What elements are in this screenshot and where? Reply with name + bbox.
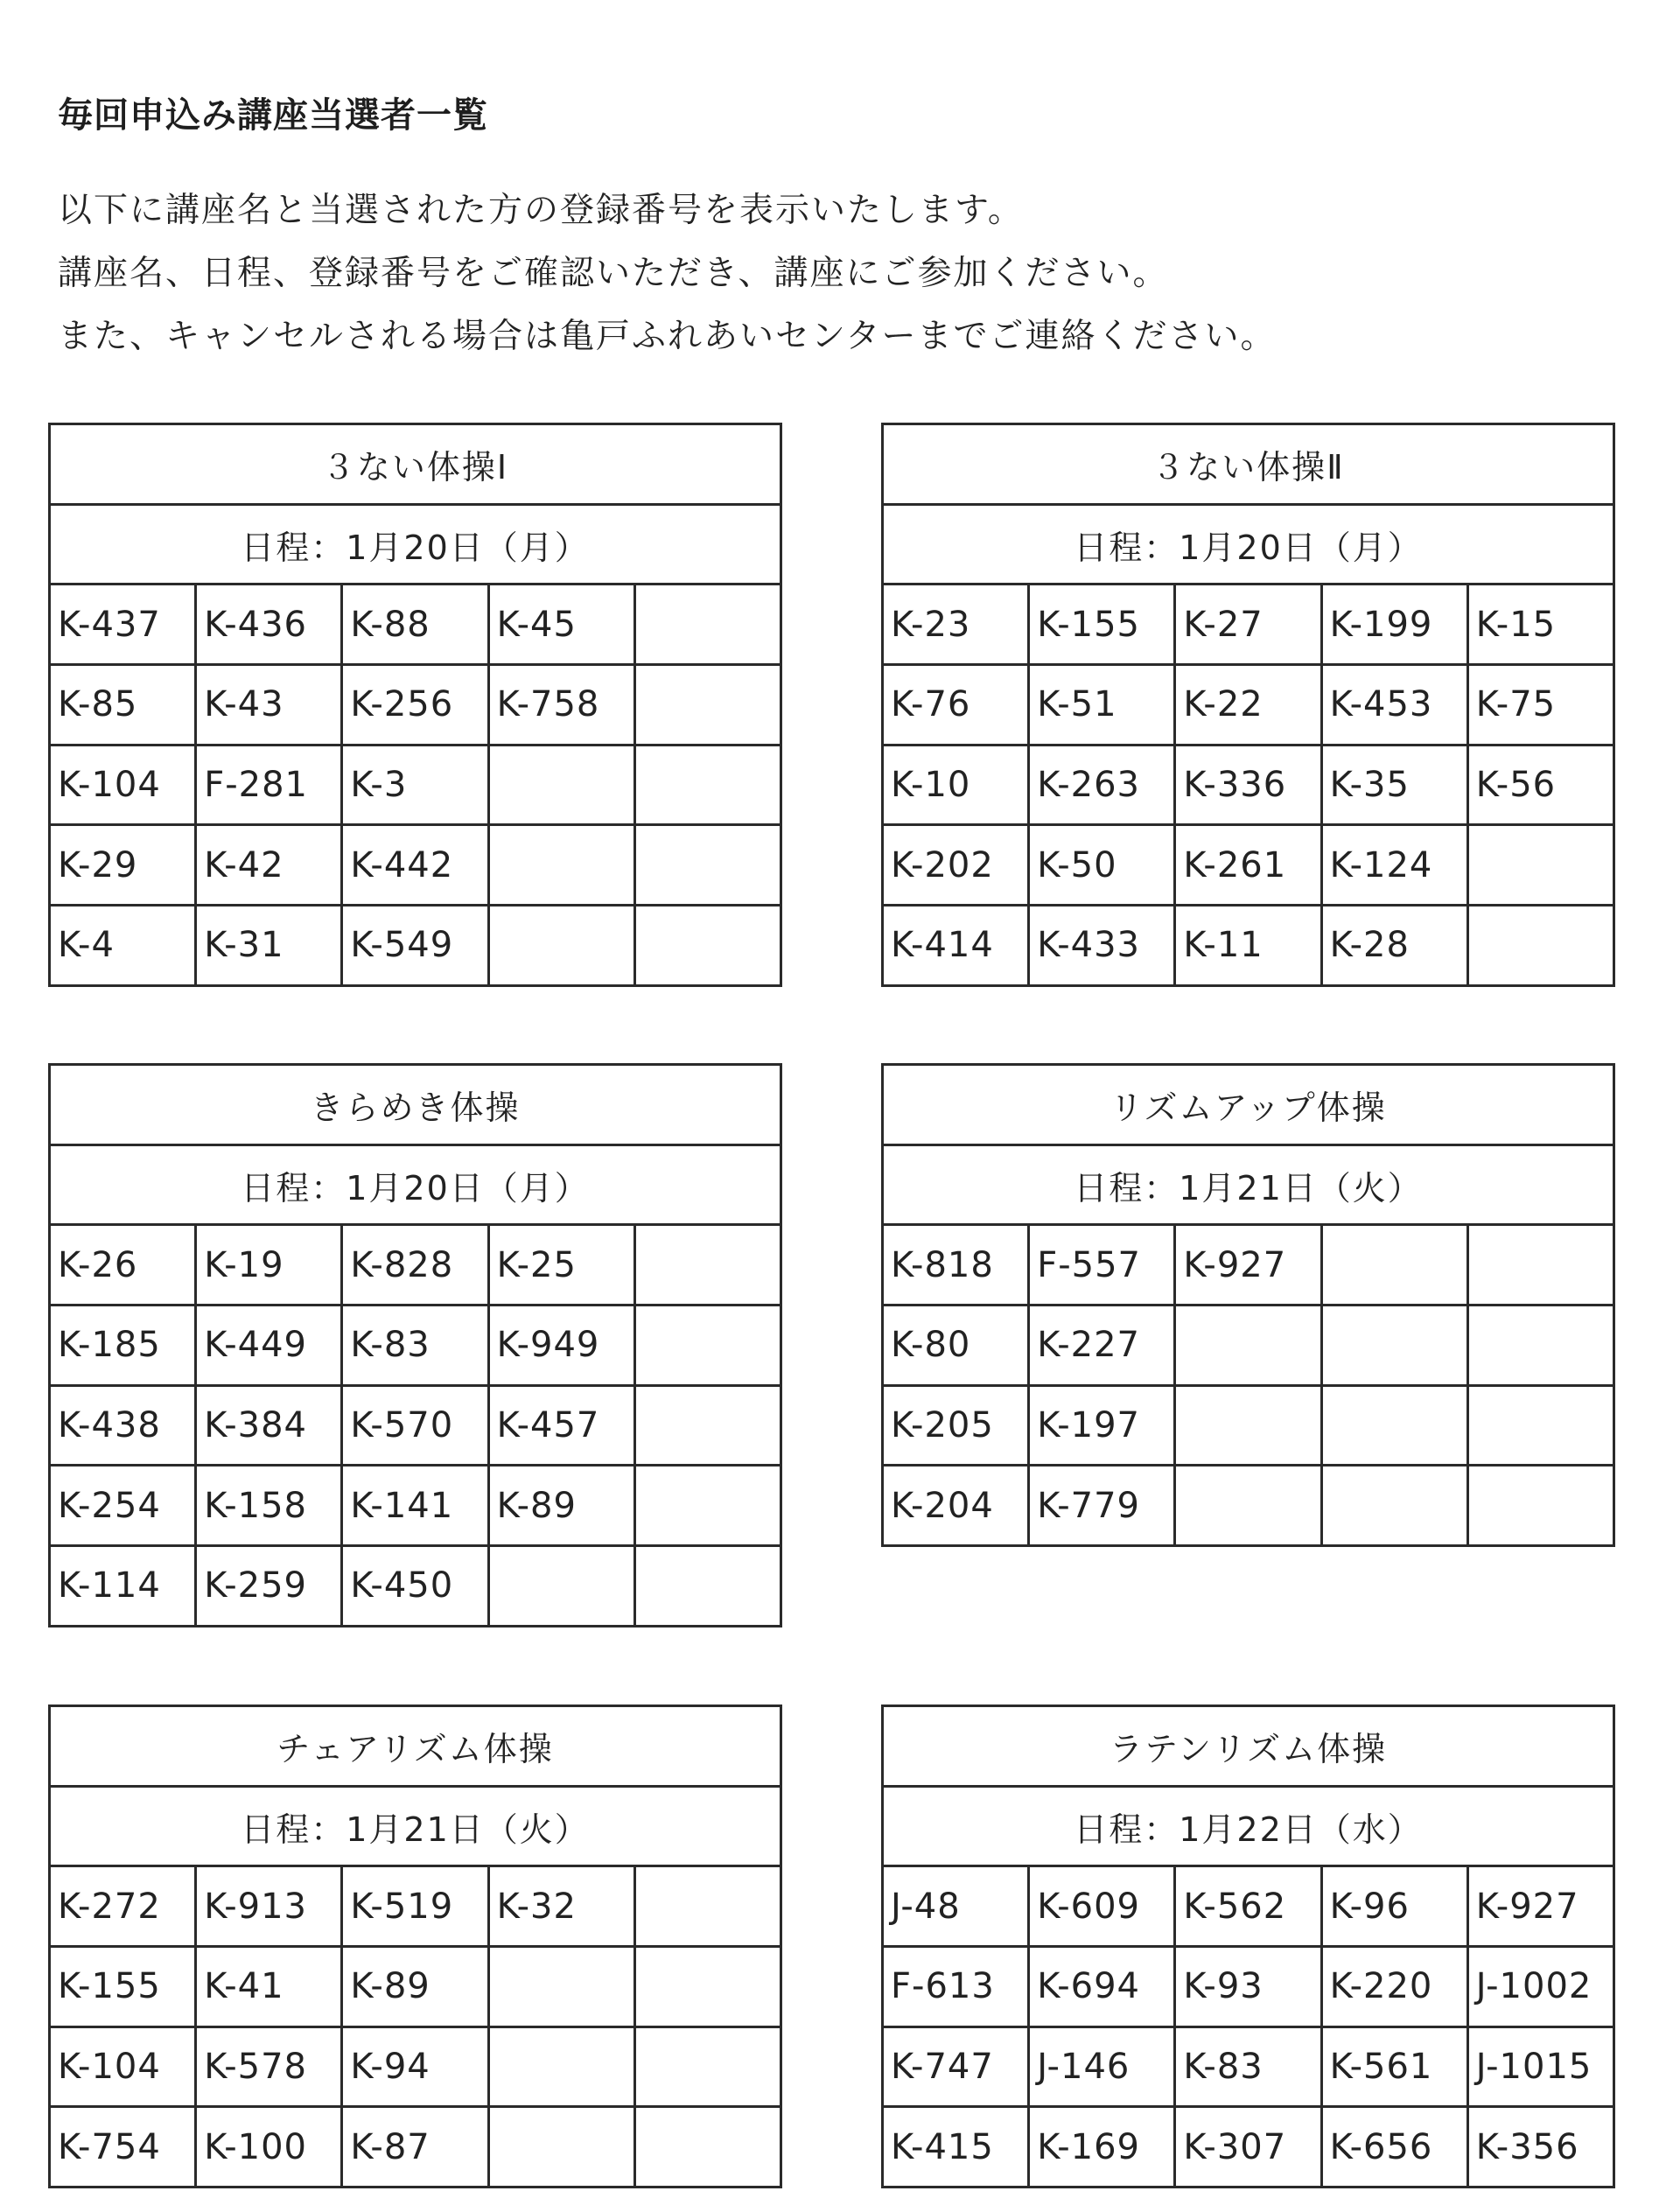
registration-number-cell: J-1002 bbox=[1467, 1947, 1614, 2027]
table-row bbox=[50, 1306, 781, 1386]
course-table bbox=[48, 1063, 782, 1628]
registration-number-cell: K-56 bbox=[1467, 745, 1614, 825]
registration-number-cell: K-42 bbox=[196, 825, 342, 906]
registration-number-cell: K-913 bbox=[196, 1866, 342, 1947]
registration-number-cell: F-557 bbox=[1029, 1225, 1175, 1306]
registration-number-cell: K-204 bbox=[883, 1466, 1029, 1546]
registration-number-cell: K-202 bbox=[883, 825, 1029, 906]
registration-number-cell: K-169 bbox=[1029, 2107, 1175, 2188]
registration-number-cell: K-22 bbox=[1175, 665, 1321, 746]
table-row bbox=[50, 745, 781, 825]
registration-number-cell: K-76 bbox=[883, 665, 1029, 746]
registration-number-cell bbox=[1467, 906, 1614, 986]
registration-number-cell: K-35 bbox=[1321, 745, 1467, 825]
registration-number-cell: K-104 bbox=[50, 745, 196, 825]
registration-number-cell: K-747 bbox=[883, 2026, 1029, 2107]
registration-number-cell: K-114 bbox=[50, 1546, 196, 1627]
table-row bbox=[883, 1306, 1614, 1386]
registration-number-cell: F-281 bbox=[196, 745, 342, 825]
registration-number-cell: K-578 bbox=[196, 2026, 342, 2107]
table-row bbox=[50, 665, 781, 746]
registration-number-cell: K-438 bbox=[50, 1385, 196, 1466]
registration-number-cell: K-519 bbox=[342, 1866, 488, 1947]
registration-number-cell bbox=[488, 2026, 634, 2107]
course-table bbox=[48, 423, 782, 987]
registration-number-cell bbox=[634, 1947, 780, 2027]
registration-number-cell bbox=[1467, 1466, 1614, 1546]
registration-number-cell: K-141 bbox=[342, 1466, 488, 1546]
registration-number-cell bbox=[488, 1546, 634, 1627]
registration-number-cell: K-87 bbox=[342, 2107, 488, 2188]
intro-line: 講座名、日程、登録番号をご確認いただき、講座にご参加ください。 bbox=[58, 254, 1169, 293]
registration-number-cell: K-94 bbox=[342, 2026, 488, 2107]
table-row bbox=[50, 584, 781, 665]
registration-number-cell bbox=[1321, 1225, 1467, 1306]
table-row bbox=[50, 1225, 781, 1306]
registration-number-cell bbox=[634, 745, 780, 825]
registration-number-cell: K-414 bbox=[883, 906, 1029, 986]
course-name: ３ない体操Ⅱ bbox=[883, 424, 1614, 505]
table-row bbox=[50, 2026, 781, 2107]
registration-number-cell: K-3 bbox=[342, 745, 488, 825]
course-name: きらめき体操 bbox=[50, 1065, 781, 1145]
registration-number-cell: K-25 bbox=[488, 1225, 634, 1306]
course-table bbox=[881, 423, 1615, 987]
registration-number-cell bbox=[488, 825, 634, 906]
course-schedule: 日程：1月20日（月） bbox=[883, 504, 1614, 584]
registration-number-cell: K-4 bbox=[50, 906, 196, 986]
table-row bbox=[50, 1385, 781, 1466]
registration-number-cell: K-93 bbox=[1175, 1947, 1321, 2027]
table-row bbox=[50, 1866, 781, 1947]
registration-number-cell bbox=[1467, 825, 1614, 906]
registration-number-cell: K-457 bbox=[488, 1385, 634, 1466]
registration-number-cell: K-694 bbox=[1029, 1947, 1175, 2027]
registration-number-cell: K-51 bbox=[1029, 665, 1175, 746]
page-title: 毎回申込み講座当選者一覧 bbox=[58, 95, 488, 136]
registration-number-cell: K-10 bbox=[883, 745, 1029, 825]
course-name: ラテンリズム体操 bbox=[883, 1706, 1614, 1787]
registration-number-cell bbox=[1321, 1385, 1467, 1466]
registration-number-cell bbox=[634, 1385, 780, 1466]
registration-number-cell: K-227 bbox=[1029, 1306, 1175, 1386]
registration-number-cell: K-828 bbox=[342, 1225, 488, 1306]
course-schedule: 日程：1月21日（火） bbox=[883, 1144, 1614, 1225]
table-row bbox=[883, 665, 1614, 746]
registration-number-cell: K-927 bbox=[1175, 1225, 1321, 1306]
course-name: リズムアップ体操 bbox=[883, 1065, 1614, 1145]
course-schedule: 日程：1月21日（火） bbox=[50, 1786, 781, 1866]
registration-number-cell: K-155 bbox=[50, 1947, 196, 2027]
registration-number-cell: K-450 bbox=[342, 1546, 488, 1627]
registration-number-cell: K-88 bbox=[342, 584, 488, 665]
registration-number-cell bbox=[1467, 1385, 1614, 1466]
registration-number-cell bbox=[634, 1306, 780, 1386]
registration-number-cell: K-104 bbox=[50, 2026, 196, 2107]
registration-number-cell: K-609 bbox=[1029, 1866, 1175, 1947]
registration-number-cell: J-48 bbox=[883, 1866, 1029, 1947]
registration-number-cell bbox=[634, 2107, 780, 2188]
registration-number-cell: K-272 bbox=[50, 1866, 196, 1947]
registration-number-cell: K-259 bbox=[196, 1546, 342, 1627]
registration-number-cell: K-433 bbox=[1029, 906, 1175, 986]
registration-number-cell: K-27 bbox=[1175, 584, 1321, 665]
registration-number-cell: J-146 bbox=[1029, 2026, 1175, 2107]
table-row bbox=[50, 1466, 781, 1546]
registration-number-cell: K-307 bbox=[1175, 2107, 1321, 2188]
registration-number-cell: K-29 bbox=[50, 825, 196, 906]
registration-number-cell: K-779 bbox=[1029, 1466, 1175, 1546]
table-row bbox=[50, 825, 781, 906]
registration-number-cell: K-45 bbox=[488, 584, 634, 665]
course-table bbox=[48, 1704, 782, 2188]
registration-number-cell: K-41 bbox=[196, 1947, 342, 2027]
registration-number-cell: K-415 bbox=[883, 2107, 1029, 2188]
registration-number-cell bbox=[634, 1866, 780, 1947]
table-row bbox=[883, 1466, 1614, 1546]
registration-number-cell bbox=[634, 1466, 780, 1546]
course-name: チェアリズム体操 bbox=[50, 1706, 781, 1787]
table-row bbox=[883, 2107, 1614, 2188]
registration-number-cell: K-85 bbox=[50, 665, 196, 746]
course-table bbox=[881, 1063, 1615, 1547]
table-row bbox=[50, 1947, 781, 2027]
registration-number-cell: K-124 bbox=[1321, 825, 1467, 906]
registration-number-cell: K-453 bbox=[1321, 665, 1467, 746]
registration-number-cell: J-1015 bbox=[1467, 2026, 1614, 2107]
registration-number-cell: K-100 bbox=[196, 2107, 342, 2188]
intro-line: 以下に講座名と当選された方の登録番号を表示いたします。 bbox=[58, 191, 1024, 230]
table-row bbox=[883, 1866, 1614, 1947]
registration-number-cell: K-384 bbox=[196, 1385, 342, 1466]
registration-number-cell: K-50 bbox=[1029, 825, 1175, 906]
registration-number-cell: K-89 bbox=[488, 1466, 634, 1546]
registration-number-cell: K-89 bbox=[342, 1947, 488, 2027]
registration-number-cell bbox=[634, 825, 780, 906]
registration-number-cell: K-32 bbox=[488, 1866, 634, 1947]
intro-line: また、キャンセルされる場合は亀戸ふれあいセンターまでご連絡ください。 bbox=[58, 317, 1277, 356]
registration-number-cell: K-28 bbox=[1321, 906, 1467, 986]
registration-number-cell bbox=[634, 584, 780, 665]
registration-number-cell: K-26 bbox=[50, 1225, 196, 1306]
registration-number-cell: K-818 bbox=[883, 1225, 1029, 1306]
registration-number-cell bbox=[488, 745, 634, 825]
registration-number-cell bbox=[634, 906, 780, 986]
registration-number-cell: K-197 bbox=[1029, 1385, 1175, 1466]
registration-number-cell: K-436 bbox=[196, 584, 342, 665]
registration-number-cell bbox=[488, 2107, 634, 2188]
table-row bbox=[50, 906, 781, 986]
registration-number-cell: K-185 bbox=[50, 1306, 196, 1386]
table-row bbox=[883, 1947, 1614, 2027]
registration-number-cell: K-549 bbox=[342, 906, 488, 986]
registration-number-cell: K-11 bbox=[1175, 906, 1321, 986]
course-schedule: 日程：1月22日（水） bbox=[883, 1786, 1614, 1866]
registration-number-cell: K-261 bbox=[1175, 825, 1321, 906]
registration-number-cell: K-220 bbox=[1321, 1947, 1467, 2027]
registration-number-cell: K-256 bbox=[342, 665, 488, 746]
registration-number-cell bbox=[1175, 1466, 1321, 1546]
registration-number-cell: K-562 bbox=[1175, 1866, 1321, 1947]
course-schedule: 日程：1月20日（月） bbox=[50, 1144, 781, 1225]
registration-number-cell bbox=[1175, 1306, 1321, 1386]
table-row bbox=[883, 906, 1614, 986]
registration-number-cell: K-19 bbox=[196, 1225, 342, 1306]
registration-number-cell: K-155 bbox=[1029, 584, 1175, 665]
table-row bbox=[883, 825, 1614, 906]
table-row bbox=[883, 745, 1614, 825]
registration-number-cell: K-437 bbox=[50, 584, 196, 665]
registration-number-cell: K-31 bbox=[196, 906, 342, 986]
registration-number-cell bbox=[634, 1546, 780, 1627]
registration-number-cell bbox=[1321, 1466, 1467, 1546]
registration-number-cell: K-205 bbox=[883, 1385, 1029, 1466]
registration-number-cell: K-449 bbox=[196, 1306, 342, 1386]
course-name: ３ない体操Ⅰ bbox=[50, 424, 781, 505]
registration-number-cell: K-15 bbox=[1467, 584, 1614, 665]
registration-number-cell bbox=[1467, 1225, 1614, 1306]
registration-number-cell: K-263 bbox=[1029, 745, 1175, 825]
registration-number-cell: K-336 bbox=[1175, 745, 1321, 825]
table-row bbox=[50, 1546, 781, 1627]
course-table bbox=[881, 1704, 1615, 2188]
registration-number-cell: K-570 bbox=[342, 1385, 488, 1466]
registration-number-cell: K-80 bbox=[883, 1306, 1029, 1386]
registration-number-cell: K-758 bbox=[488, 665, 634, 746]
registration-number-cell: K-254 bbox=[50, 1466, 196, 1546]
registration-number-cell: K-442 bbox=[342, 825, 488, 906]
registration-number-cell: K-43 bbox=[196, 665, 342, 746]
table-row bbox=[50, 2107, 781, 2188]
registration-number-cell: K-754 bbox=[50, 2107, 196, 2188]
registration-number-cell: K-75 bbox=[1467, 665, 1614, 746]
registration-number-cell: K-158 bbox=[196, 1466, 342, 1546]
registration-number-cell bbox=[488, 906, 634, 986]
registration-number-cell: K-199 bbox=[1321, 584, 1467, 665]
course-schedule: 日程：1月20日（月） bbox=[50, 504, 781, 584]
registration-number-cell: K-23 bbox=[883, 584, 1029, 665]
registration-number-cell bbox=[488, 1947, 634, 2027]
registration-number-cell: K-656 bbox=[1321, 2107, 1467, 2188]
registration-number-cell bbox=[1321, 1306, 1467, 1386]
registration-number-cell bbox=[634, 665, 780, 746]
registration-number-cell bbox=[1467, 1306, 1614, 1386]
registration-number-cell: K-83 bbox=[1175, 2026, 1321, 2107]
registration-number-cell: K-949 bbox=[488, 1306, 634, 1386]
table-row bbox=[883, 1385, 1614, 1466]
registration-number-cell: K-83 bbox=[342, 1306, 488, 1386]
table-row bbox=[883, 584, 1614, 665]
registration-number-cell: K-561 bbox=[1321, 2026, 1467, 2107]
table-row bbox=[883, 2026, 1614, 2107]
registration-number-cell: F-613 bbox=[883, 1947, 1029, 2027]
registration-number-cell bbox=[634, 1225, 780, 1306]
registration-number-cell: K-96 bbox=[1321, 1866, 1467, 1947]
registration-number-cell bbox=[634, 2026, 780, 2107]
registration-number-cell: K-356 bbox=[1467, 2107, 1614, 2188]
intro-text bbox=[58, 179, 1276, 368]
registration-number-cell: K-927 bbox=[1467, 1866, 1614, 1947]
table-row bbox=[883, 1225, 1614, 1306]
registration-number-cell bbox=[1175, 1385, 1321, 1466]
